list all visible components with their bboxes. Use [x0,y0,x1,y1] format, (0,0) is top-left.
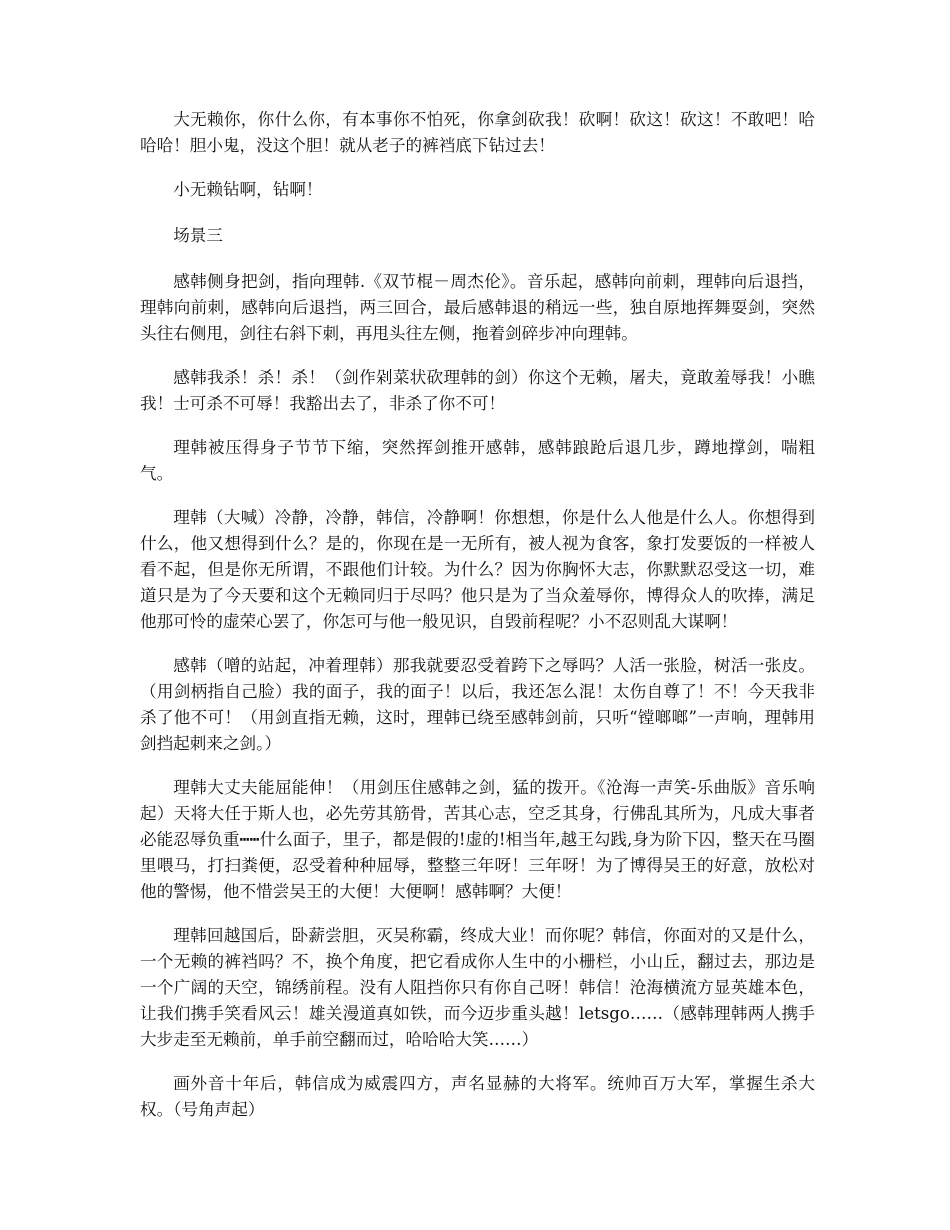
paragraph-4: 感韩我杀！杀！杀！（剑作剁菜状砍理韩的剑）你这个无赖，屠夫，竟敢羞辱我！小瞧我！士可杀不可辱！我豁出去了，非杀了你不可！ [140,368,815,413]
scene-heading: 场景三 [173,226,223,245]
paragraph-6: 理韩（大喊）冷静，冷静，韩信，冷静啊！你想想，你是什么人他是什么人。你想得到什么，他又想得到什么？是的，你现在是一无所有，被人视为食客，象打发要饭的一样被人看不起，但是你无所谓，不跟他们计较。为什么？因为你胸怀大志，你默默忍受这一切，难道只是为了今天要和这个无赖同归于尽吗？他只是为了当众羞辱你，博得众人的吹捧，满足他那可怜的虚荣心罢了，你怎可与他一般见识，自毁前程呢？小不忍则乱大谋啊！ [140,508,815,631]
paragraph-5: 理韩被压得身子节节下缩，突然挥剑推开感韩，感韩踉跄后退几步，蹲地撑剑，喘粗气。 [140,438,815,483]
paragraph-7: 感韩（噌的站起，冲着理韩）那我就要忍受着跨下之辱吗？人活一张脸，树活一张皮。（用剑柄指自己脸）我的面子，我的面子！以后，我还怎么混！太伤自尊了！不！今天我非杀了他不可！（用剑直指无赖，这时，理韩已绕至感韩剑前，只听“镗啷啷”一声响，理韩用剑挡起刺来之剑。） [140,656,815,753]
paragraph-8: 理韩大丈夫能屈能伸！（用剑压住感韩之剑，猛的拨开。《沧海一声笑-乐曲版》音乐响起）天将大任于斯人也，必先劳其筋骨，苦其心志，空乏其身，行佛乱其所为，凡成大事者必能忍辱负重┅┅什么面子，里子，都是假的!虚的!相当年,越王勾践,身为阶下囚，整天在马圈里喂马，打扫粪便，忍受着种种屈辱，整整三年呀！三年呀！为了博得吴王的好意，放松对他的警惕，他不惜尝吴王的大便！大便啊！感韩啊？大便！ [140,778,815,901]
paragraph-3: 感韩侧身把剑，指向理韩.《双节棍－周杰伦》。音乐起，感韩向前刺，理韩向后退挡，理韩向前刺，感韩向后退挡，两三回合，最后感韩退的稍远一些，独自原地挥舞耍剑，突然头往右侧甩，剑往右斜下刺，再甩头往左侧，拖着剑碎步冲向理韩。 [140,272,815,343]
document-page [140,107,815,1141]
paragraph-1: 大无赖你，你什么你，有本事你不怕死，你拿剑砍我！砍啊！砍这！砍这！不敢吧！哈哈哈！胆小鬼，没这个胆！就从老子的裤裆底下钻过去！ [140,110,815,155]
paragraph-9: 理韩回越国后，卧薪尝胆，灭吴称霸，终成大业！而你呢？韩信，你面对的又是什么，一个无赖的裤裆吗？不，换个角度，把它看成你人生中的小栅栏，小山丘，翻过去，那边是一个广阔的天空，锦绣前程。没有人阻挡你只有你自己呀！韩信！沧海横流方显英雄本色，让我们携手笑看风云！雄关漫道真如铁，而今迈步重头越！letsgo……（感韩理韩两人携手大步走至无赖前，单手前空翻而过，哈哈哈大笑……） [140,926,815,1049]
paragraph-10: 画外音十年后，韩信成为威震四方，声名显赫的大将军。统帅百万大军，掌握生杀大权。（号角声起） [140,1074,815,1119]
paragraph-2: 小无赖钻啊，钻啊！ [173,180,323,199]
